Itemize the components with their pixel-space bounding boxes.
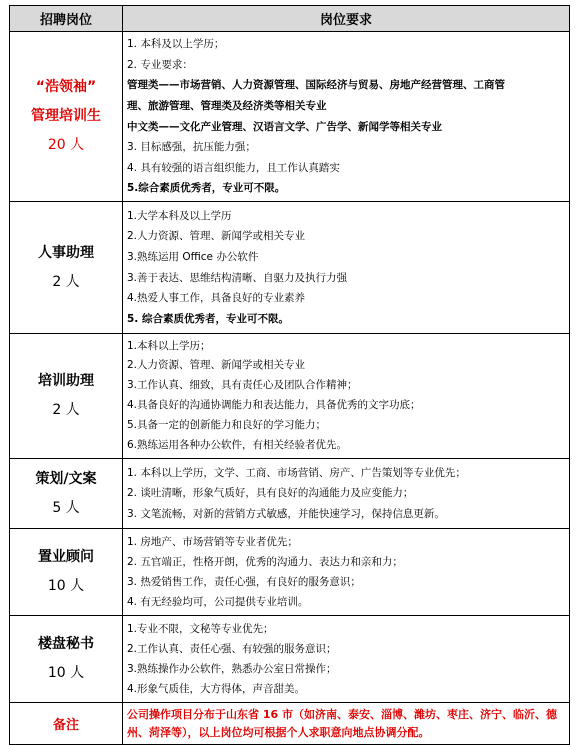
job-row (10, 459, 570, 529)
header-position: 招聘岗位 (10, 6, 123, 32)
requirement-line: 1.专业不限，文秘等专业优先； (127, 623, 274, 635)
requirement-line: 4. 有无经验均可，公司提供专业培训。 (127, 596, 309, 608)
requirement-line: 4.热爱人事工作，具备良好的专业素养 (127, 292, 306, 305)
requirement-line: 1. 房地产、市场营销等专业者优先； (127, 536, 298, 548)
requirement-line: 1. 本科以上学历，文学、工商、市场营销、房产、广告策划等专业优先； (127, 467, 466, 480)
requirement-line: 3.工作认真、细致，具有责任心及团队合作精神； (127, 379, 358, 392)
job-headcount: 10 人 (47, 665, 85, 681)
job-position-cell (10, 32, 123, 202)
requirement-line: 中文类——文化产业管理、汉语言文学、广告学、新闻学等相关专业 (127, 120, 442, 133)
requirement-line: 5.具备一定的创新能力和良好的学习能力； (127, 418, 327, 431)
requirement-line: 3. 热爱销售工作，责任心强，有良好的服务意识； (127, 576, 361, 588)
requirement-line: 4. 具有较强的语言组织能力，且工作认真踏实 (127, 161, 340, 174)
requirement-line: 4.形象气质佳，大方得体，声音甜美。 (127, 683, 306, 695)
requirement-line: 5. 综合素质优秀者，专业可不限。 (127, 312, 289, 325)
job-title-line: “浩领袖” (35, 79, 97, 95)
job-headcount: 5 人 (52, 499, 80, 516)
note-row (10, 703, 570, 745)
job-title-line: 培训助理 (38, 373, 94, 389)
requirement-line: 3.熟练运用 Office 办公软件 (127, 250, 259, 263)
requirement-line: 3. 目标感强，抗压能力强； (127, 141, 256, 154)
note-text: 公司操作项目分布于山东省 16 市（如济南、泰安、淄博、潍坊、枣庄、济宁、临沂、德州、菏泽等），以上岗位均可根据个人求职意向地点协调分配。 (123, 703, 570, 745)
requirement-line: 2. 专业要求： (127, 58, 193, 71)
job-requirements-cell (123, 459, 570, 529)
requirement-line: 4.具备良好的沟通协调能力和表达能力，具备优秀的文字功底； (127, 399, 421, 411)
job-requirements-cell (123, 334, 570, 459)
header-requirements: 岗位要求 (123, 6, 570, 32)
requirement-line: 2.人力资源、管理、新闻学或相关专业 (127, 359, 306, 372)
table-header-row (10, 6, 570, 32)
job-position-cell (10, 202, 123, 334)
requirement-line: 2.工作认真、责任心强、有较强的服务意识； (127, 643, 337, 655)
job-position-cell (10, 334, 123, 459)
job-headcount: 2 人 (52, 273, 80, 290)
job-headcount: 2 人 (52, 402, 80, 418)
job-headcount: 20 人 (47, 137, 85, 153)
requirement-line: 3.善于表达、思维结构清晰、自驱力及执行力强 (127, 271, 348, 284)
requirement-line: 6.熟练运用各种办公软件，有相关经验者优先。 (127, 438, 348, 451)
job-requirements-cell (123, 616, 570, 703)
requirement-line: 3.熟练操作办公软件，熟悉办公室日常操作； (127, 663, 337, 675)
job-title-line: 策划/文案 (35, 470, 97, 487)
job-requirements-cell (123, 529, 570, 616)
requirement-line: 3. 文笔流畅，对新的营销方式敏感，并能快速学习，保持信息更新。 (127, 507, 445, 520)
requirement-line: 1.本科以上学历； (127, 339, 211, 352)
requirement-line: 1. 本科及以上学历； (127, 38, 225, 51)
job-headcount: 10 人 (47, 578, 85, 594)
job-title-line: 置业顾问 (38, 549, 94, 565)
job-position-cell (10, 459, 123, 529)
requirement-line: 理、旅游管理、管理类及经济类等相关专业 (127, 99, 327, 112)
job-title-line: 人事助理 (38, 244, 94, 261)
requirement-line: 5.综合素质优秀者，专业可不限。 (127, 182, 286, 195)
job-requirements-cell (123, 32, 570, 202)
job-title-line: 楼盘秘书 (38, 636, 94, 652)
job-row (10, 32, 570, 202)
job-position-cell (10, 529, 123, 616)
job-requirements-cell (123, 202, 570, 334)
note-label: 备注 (10, 703, 123, 745)
job-row (10, 334, 570, 459)
job-row (10, 202, 570, 334)
job-row (10, 616, 570, 703)
requirement-line: 1.大学本科及以上学历 (127, 209, 232, 222)
requirement-line: 管理类——市场营销、人力资源管理、国际经济与贸易、房地产经营管理、工商管 (127, 79, 505, 92)
job-title-line: 管理培训生 (31, 108, 101, 124)
recruitment-table (9, 5, 570, 745)
job-position-cell (10, 616, 123, 703)
requirement-line: 2. 五官端正，性格开朗，优秀的沟通力、表达力和亲和力； (127, 556, 403, 568)
job-row (10, 529, 570, 616)
job-rows (10, 32, 570, 703)
requirement-line: 2. 谈吐清晰，形象气质好，具有良好的沟通能力及应变能力； (127, 487, 414, 500)
requirement-line: 2.人力资源、管理、新闻学或相关专业 (127, 230, 306, 243)
